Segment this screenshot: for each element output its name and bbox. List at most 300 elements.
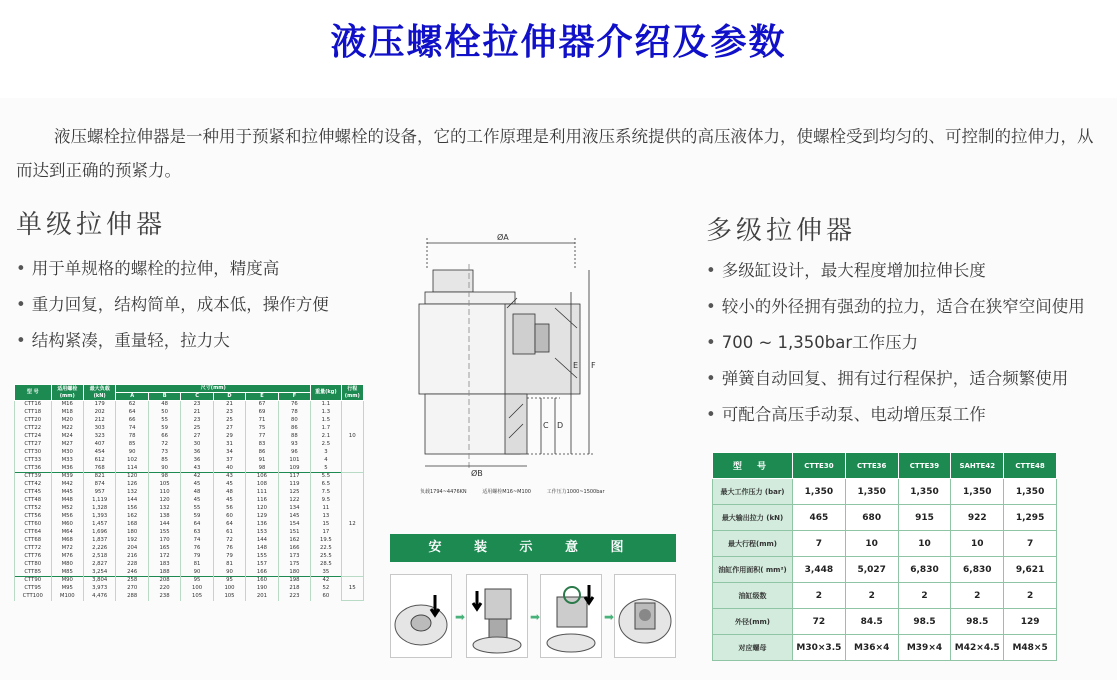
table-cell: 922 bbox=[951, 505, 1004, 531]
table-row bbox=[15, 457, 364, 465]
table-cell: 957 bbox=[83, 489, 115, 497]
table-cell: 71 bbox=[246, 417, 278, 425]
table-cell: 160 bbox=[246, 577, 278, 585]
table-row bbox=[15, 513, 364, 521]
table-cell: 2.5 bbox=[311, 441, 341, 449]
single-stage-bullets bbox=[16, 252, 329, 360]
table-cell: 105 bbox=[148, 481, 180, 489]
header-load: 最大负载 (kN) bbox=[83, 385, 115, 401]
table-cell: 6.5 bbox=[311, 481, 341, 489]
arrow-right-icon: ➡ bbox=[604, 610, 615, 624]
single-stage-spec-table bbox=[14, 384, 364, 601]
table-cell: 1,328 bbox=[83, 505, 115, 513]
header-dim-a: A bbox=[116, 393, 148, 401]
table-cell: M36 bbox=[51, 465, 83, 473]
table-cell: 22.5 bbox=[311, 545, 341, 553]
table-cell: 36 bbox=[181, 449, 213, 457]
header-weight: 重量(kg) bbox=[311, 385, 341, 401]
table-cell: 27 bbox=[181, 433, 213, 441]
table-cell: 10 bbox=[898, 531, 951, 557]
table-cell: CTT27 bbox=[15, 441, 52, 449]
table-cell: 27 bbox=[213, 425, 245, 433]
row-label: 最大输出拉力 (kN) bbox=[713, 505, 793, 531]
table-cell: M85 bbox=[51, 569, 83, 577]
table-cell: 768 bbox=[83, 465, 115, 473]
table-cell: 915 bbox=[898, 505, 951, 531]
table-row bbox=[713, 479, 1057, 505]
table-cell: 64 bbox=[213, 521, 245, 529]
table-cell: 42 bbox=[311, 577, 341, 585]
table-cell: 21 bbox=[213, 401, 245, 409]
table-cell: 2 bbox=[845, 583, 898, 609]
table-row bbox=[713, 635, 1057, 661]
table-cell: CTT22 bbox=[15, 425, 52, 433]
table-cell: 35 bbox=[311, 569, 341, 577]
table-cell: 72 bbox=[793, 609, 846, 635]
table-cell: CTT48 bbox=[15, 497, 52, 505]
row-label: 油缸作用面积( mm²) bbox=[713, 557, 793, 583]
arrow-right-icon: ➡ bbox=[530, 610, 541, 624]
table-row bbox=[15, 545, 364, 553]
table-cell: 218 bbox=[278, 585, 310, 593]
label-e: E bbox=[573, 361, 579, 370]
table-cell: 72 bbox=[148, 441, 180, 449]
table-cell: 1.1 bbox=[311, 401, 341, 409]
table-cell: 110 bbox=[148, 489, 180, 497]
table-cell: 3,804 bbox=[83, 577, 115, 585]
table-row bbox=[15, 401, 364, 409]
table-cell: 1.5 bbox=[311, 417, 341, 425]
table-cell: 145 bbox=[278, 513, 310, 521]
table-cell: 86 bbox=[246, 449, 278, 457]
table-cell: 132 bbox=[116, 489, 148, 497]
header-model-1: CTTE36 bbox=[845, 453, 898, 479]
table-cell: M48×5 bbox=[1004, 635, 1057, 661]
table-cell: 81 bbox=[181, 561, 213, 569]
table-cell: 874 bbox=[83, 481, 115, 489]
table-cell: 69 bbox=[246, 409, 278, 417]
table-cell: 2 bbox=[898, 583, 951, 609]
install-step-4-image bbox=[614, 574, 676, 658]
table-cell: CTT45 bbox=[15, 489, 52, 497]
table-cell: 129 bbox=[1004, 609, 1057, 635]
table-cell: 166 bbox=[278, 545, 310, 553]
table-cell: M80 bbox=[51, 561, 83, 569]
table-cell: 179 bbox=[83, 401, 115, 409]
bullet-item: • 可配合高压手动泵、电动增压泵工作 bbox=[706, 398, 1085, 434]
table-cell: 60 bbox=[213, 513, 245, 521]
table-cell: 23 bbox=[181, 417, 213, 425]
table-cell: 190 bbox=[246, 585, 278, 593]
table-cell: 198 bbox=[278, 577, 310, 585]
diagram-tag: 工作压力1000~1500bar bbox=[546, 489, 605, 495]
table-cell: 108 bbox=[246, 481, 278, 489]
table-cell: 48 bbox=[213, 489, 245, 497]
label-b: ØB bbox=[471, 469, 483, 478]
header-dim-e: E bbox=[246, 393, 278, 401]
table-cell: 136 bbox=[246, 521, 278, 529]
table-cell: 3,973 bbox=[83, 585, 115, 593]
table-cell: 84.5 bbox=[845, 609, 898, 635]
table-cell: 98 bbox=[246, 465, 278, 473]
header-model: 型 号 bbox=[713, 453, 793, 479]
table-cell: 138 bbox=[148, 513, 180, 521]
header-dim-c: C bbox=[181, 393, 213, 401]
table-cell: CTT85 bbox=[15, 569, 52, 577]
stroke-group-cell: 15 bbox=[341, 577, 363, 601]
table-cell: 61 bbox=[213, 529, 245, 537]
table-cell: 43 bbox=[181, 465, 213, 473]
table-cell: 17 bbox=[311, 529, 341, 537]
table-cell: 45 bbox=[181, 497, 213, 505]
table-cell: 183 bbox=[148, 561, 180, 569]
table-cell: 7.5 bbox=[311, 489, 341, 497]
table-cell: 132 bbox=[148, 505, 180, 513]
table-cell: 1.3 bbox=[311, 409, 341, 417]
bullet-item: • 结构紧凑，重量轻，拉力大 bbox=[16, 324, 329, 360]
table-row bbox=[15, 577, 364, 585]
install-step-1-image bbox=[390, 574, 452, 658]
page-title: 液压螺栓拉伸器介绍及参数 bbox=[330, 22, 787, 63]
table-cell: 64 bbox=[181, 521, 213, 529]
table-cell: 106 bbox=[246, 473, 278, 481]
table-cell: 1,457 bbox=[83, 521, 115, 529]
table-cell: 1,295 bbox=[1004, 505, 1057, 531]
table-cell: 7 bbox=[793, 531, 846, 557]
table-cell: 25.5 bbox=[311, 553, 341, 561]
table-cell: CTT33 bbox=[15, 457, 52, 465]
table-cell: 303 bbox=[83, 425, 115, 433]
table-cell: 95 bbox=[181, 577, 213, 585]
table-cell: 2 bbox=[951, 583, 1004, 609]
table-cell: 4 bbox=[311, 457, 341, 465]
table-cell: 98.5 bbox=[951, 609, 1004, 635]
table-cell: 93 bbox=[278, 441, 310, 449]
table-cell: 162 bbox=[116, 513, 148, 521]
table-cell: M48 bbox=[51, 497, 83, 505]
header-model-3: SAHTE42 bbox=[951, 453, 1004, 479]
table-cell: M95 bbox=[51, 585, 83, 593]
table-cell: 246 bbox=[116, 569, 148, 577]
header-dim-b: B bbox=[148, 393, 180, 401]
table-cell: 407 bbox=[83, 441, 115, 449]
table-cell: 72 bbox=[213, 537, 245, 545]
table-cell: 148 bbox=[246, 545, 278, 553]
header-dim-f: F bbox=[278, 393, 310, 401]
header-model-2: CTTE39 bbox=[898, 453, 951, 479]
table-cell: 2.1 bbox=[311, 433, 341, 441]
table-cell: CTT30 bbox=[15, 449, 52, 457]
table-row bbox=[713, 609, 1057, 635]
table-cell: 40 bbox=[213, 465, 245, 473]
table-cell: 76 bbox=[278, 401, 310, 409]
table-cell: 238 bbox=[148, 593, 180, 601]
table-row bbox=[15, 489, 364, 497]
table-cell: 1,350 bbox=[845, 479, 898, 505]
table-cell: 120 bbox=[148, 497, 180, 505]
table-cell: CTT18 bbox=[15, 409, 52, 417]
table-cell: 6,830 bbox=[898, 557, 951, 583]
table-cell: 109 bbox=[278, 465, 310, 473]
table-cell: 52 bbox=[311, 585, 341, 593]
table-cell: 114 bbox=[116, 465, 148, 473]
table-cell: M36×4 bbox=[845, 635, 898, 661]
table-cell: M42×4.5 bbox=[951, 635, 1004, 661]
table-cell: 144 bbox=[116, 497, 148, 505]
table-row bbox=[15, 569, 364, 577]
table-cell: 79 bbox=[181, 553, 213, 561]
table-cell: 91 bbox=[246, 457, 278, 465]
table-cell: 10 bbox=[951, 531, 1004, 557]
table-cell: 29 bbox=[213, 433, 245, 441]
table-cell: 151 bbox=[278, 529, 310, 537]
table-row bbox=[15, 433, 364, 441]
table-cell: 1,350 bbox=[951, 479, 1004, 505]
table-cell: 48 bbox=[181, 489, 213, 497]
table-cell: 1,350 bbox=[898, 479, 951, 505]
table-cell: 129 bbox=[246, 513, 278, 521]
stroke-group-cell: 10 bbox=[341, 401, 363, 473]
table-cell: 153 bbox=[246, 529, 278, 537]
table-cell: 19.5 bbox=[311, 537, 341, 545]
table-cell: CTT56 bbox=[15, 513, 52, 521]
table-cell: 59 bbox=[181, 513, 213, 521]
table-cell: 31 bbox=[213, 441, 245, 449]
table-cell: 1,350 bbox=[1004, 479, 1057, 505]
table-row bbox=[15, 521, 364, 529]
multi-stage-spec-table bbox=[712, 452, 1057, 661]
table-row bbox=[15, 417, 364, 425]
table-cell: 162 bbox=[278, 537, 310, 545]
table-cell: M52 bbox=[51, 505, 83, 513]
table-cell: 2 bbox=[793, 583, 846, 609]
table-cell: 212 bbox=[83, 417, 115, 425]
table-cell: 144 bbox=[246, 537, 278, 545]
header-model-4: CTTE48 bbox=[1004, 453, 1057, 479]
bullet-item: • 用于单规格的螺栓的拉伸，精度高 bbox=[16, 252, 329, 288]
table-cell: 90 bbox=[148, 465, 180, 473]
bullet-item: • 较小的外径拥有强劲的拉力，适合在狭窄空间使用 bbox=[706, 290, 1085, 326]
install-step-3-image bbox=[540, 574, 602, 658]
table-cell: 36 bbox=[181, 457, 213, 465]
table-cell: 1,837 bbox=[83, 537, 115, 545]
table-cell: 50 bbox=[148, 409, 180, 417]
table-cell: 105 bbox=[213, 593, 245, 601]
table-cell: 28.5 bbox=[311, 561, 341, 569]
table-cell: 144 bbox=[148, 521, 180, 529]
table-row bbox=[713, 557, 1057, 583]
table-cell: 78 bbox=[116, 433, 148, 441]
table-cell: 88 bbox=[278, 433, 310, 441]
bullet-item: • 重力回复，结构简单，成本低，操作方便 bbox=[16, 288, 329, 324]
table-cell: 5 bbox=[311, 465, 341, 473]
table-cell: M64 bbox=[51, 529, 83, 537]
table-row bbox=[15, 537, 364, 545]
table-cell: M30×3.5 bbox=[793, 635, 846, 661]
table-cell: 157 bbox=[246, 561, 278, 569]
table-cell: 77 bbox=[246, 433, 278, 441]
table-cell: CTT24 bbox=[15, 433, 52, 441]
bullet-item: • 多级缸设计，最大程度增加拉伸长度 bbox=[706, 254, 1085, 290]
table-cell: CTT68 bbox=[15, 537, 52, 545]
table-cell: 5.5 bbox=[311, 473, 341, 481]
table-row bbox=[15, 425, 364, 433]
table-row bbox=[15, 561, 364, 569]
table-row bbox=[15, 585, 364, 593]
table-cell: CTT64 bbox=[15, 529, 52, 537]
table-cell: CTT36 bbox=[15, 465, 52, 473]
table-row bbox=[15, 529, 364, 537]
table-cell: 1,119 bbox=[83, 497, 115, 505]
table-cell: 1,696 bbox=[83, 529, 115, 537]
table-cell: M20 bbox=[51, 417, 83, 425]
table-cell: 3,448 bbox=[793, 557, 846, 583]
table-cell: 25 bbox=[213, 417, 245, 425]
table-cell: 228 bbox=[116, 561, 148, 569]
table-row bbox=[15, 481, 364, 489]
table-row bbox=[15, 473, 364, 481]
table-cell: 168 bbox=[116, 521, 148, 529]
table-cell: CTT60 bbox=[15, 521, 52, 529]
arrow-right-icon: ➡ bbox=[455, 610, 466, 624]
table-cell: 821 bbox=[83, 473, 115, 481]
table-cell: 100 bbox=[213, 585, 245, 593]
table-cell: 13 bbox=[311, 513, 341, 521]
table-cell: CTT42 bbox=[15, 481, 52, 489]
header-dim-d: D bbox=[213, 393, 245, 401]
table-cell: M56 bbox=[51, 513, 83, 521]
table-cell: 180 bbox=[116, 529, 148, 537]
table-cell: 465 bbox=[793, 505, 846, 531]
table-cell: 126 bbox=[116, 481, 148, 489]
table-cell: 1,350 bbox=[793, 479, 846, 505]
table-cell: M60 bbox=[51, 521, 83, 529]
install-diagram-banner: 安 装 示 意 图 bbox=[390, 534, 676, 562]
table-cell: 98.5 bbox=[898, 609, 951, 635]
table-cell: M76 bbox=[51, 553, 83, 561]
table-cell: 45 bbox=[213, 481, 245, 489]
row-label: 最大行程(mm) bbox=[713, 531, 793, 557]
table-cell: 4,476 bbox=[83, 593, 115, 601]
table-cell: 154 bbox=[278, 521, 310, 529]
table-cell: M22 bbox=[51, 425, 83, 433]
table-cell: M100 bbox=[51, 593, 83, 601]
table-cell: 3,254 bbox=[83, 569, 115, 577]
single-stage-title: 单级拉伸器 bbox=[16, 210, 167, 240]
table-cell: 62 bbox=[116, 401, 148, 409]
table-cell: 6,830 bbox=[951, 557, 1004, 583]
table-cell: 55 bbox=[148, 417, 180, 425]
table-cell: 188 bbox=[148, 569, 180, 577]
table-cell: 95 bbox=[213, 577, 245, 585]
table-cell: 90 bbox=[181, 569, 213, 577]
table-row bbox=[15, 441, 364, 449]
table-cell: 80 bbox=[278, 417, 310, 425]
table-cell: 25 bbox=[181, 425, 213, 433]
table-cell: M39×4 bbox=[898, 635, 951, 661]
table-cell: 74 bbox=[181, 537, 213, 545]
table-cell: 79 bbox=[213, 553, 245, 561]
table-cell: 73 bbox=[148, 449, 180, 457]
header-model: 型 号 bbox=[15, 385, 52, 401]
table-cell: 173 bbox=[278, 553, 310, 561]
table-cell: M16 bbox=[51, 401, 83, 409]
table-cell: 166 bbox=[246, 569, 278, 577]
table-cell: 122 bbox=[278, 497, 310, 505]
table-cell: 101 bbox=[278, 457, 310, 465]
table-cell: CTT100 bbox=[15, 593, 52, 601]
table-cell: M27 bbox=[51, 441, 83, 449]
table-cell: 15 bbox=[311, 521, 341, 529]
header-model-0: CTTE30 bbox=[793, 453, 846, 479]
table-cell: 105 bbox=[181, 593, 213, 601]
table-cell: CTT80 bbox=[15, 561, 52, 569]
table-cell: 23 bbox=[213, 409, 245, 417]
table-cell: 2 bbox=[1004, 583, 1057, 609]
table-cell: 125 bbox=[278, 489, 310, 497]
table-row bbox=[15, 505, 364, 513]
table-cell: 155 bbox=[148, 529, 180, 537]
header-bolt: 适用螺栓 (mm) bbox=[51, 385, 83, 401]
table-cell: 172 bbox=[148, 553, 180, 561]
table-cell: 9,621 bbox=[1004, 557, 1057, 583]
table-row bbox=[15, 465, 364, 473]
table-cell: 45 bbox=[213, 497, 245, 505]
table-cell: 288 bbox=[116, 593, 148, 601]
table-cell: 63 bbox=[181, 529, 213, 537]
table-cell: CTT90 bbox=[15, 577, 52, 585]
table-cell: 37 bbox=[213, 457, 245, 465]
table-cell: M18 bbox=[51, 409, 83, 417]
table-cell: 2,518 bbox=[83, 553, 115, 561]
table-cell: 10 bbox=[845, 531, 898, 557]
table-cell: 34 bbox=[213, 449, 245, 457]
table-cell: 100 bbox=[181, 585, 213, 593]
table-cell: 220 bbox=[148, 585, 180, 593]
table-cell: 165 bbox=[148, 545, 180, 553]
table-cell: 155 bbox=[246, 553, 278, 561]
table-cell: 45 bbox=[181, 481, 213, 489]
table-row bbox=[15, 593, 364, 601]
table-cell: 48 bbox=[148, 401, 180, 409]
table-cell: CTT76 bbox=[15, 553, 52, 561]
table-cell: 23 bbox=[181, 401, 213, 409]
table-cell: M39 bbox=[51, 473, 83, 481]
table-cell: 7 bbox=[1004, 531, 1057, 557]
table-cell: M33 bbox=[51, 457, 83, 465]
tensioner-cross-section-diagram bbox=[405, 228, 605, 498]
table-cell: 66 bbox=[116, 417, 148, 425]
table-cell: 156 bbox=[116, 505, 148, 513]
table-cell: 42 bbox=[181, 473, 213, 481]
table-cell: 258 bbox=[116, 577, 148, 585]
table-row bbox=[713, 531, 1057, 557]
table-cell: 30 bbox=[181, 441, 213, 449]
table-cell: 1.7 bbox=[311, 425, 341, 433]
stroke-group-cell: 12 bbox=[341, 473, 363, 577]
table-row bbox=[713, 505, 1057, 531]
table-cell: 66 bbox=[148, 433, 180, 441]
label-d: D bbox=[557, 421, 564, 430]
install-step-2-image bbox=[466, 574, 528, 658]
table-cell: 96 bbox=[278, 449, 310, 457]
table-cell: 2,226 bbox=[83, 545, 115, 553]
table-cell: 78 bbox=[278, 409, 310, 417]
table-cell: 3 bbox=[311, 449, 341, 457]
table-cell: 680 bbox=[845, 505, 898, 531]
label-c: C bbox=[543, 421, 549, 430]
table-cell: 56 bbox=[213, 505, 245, 513]
